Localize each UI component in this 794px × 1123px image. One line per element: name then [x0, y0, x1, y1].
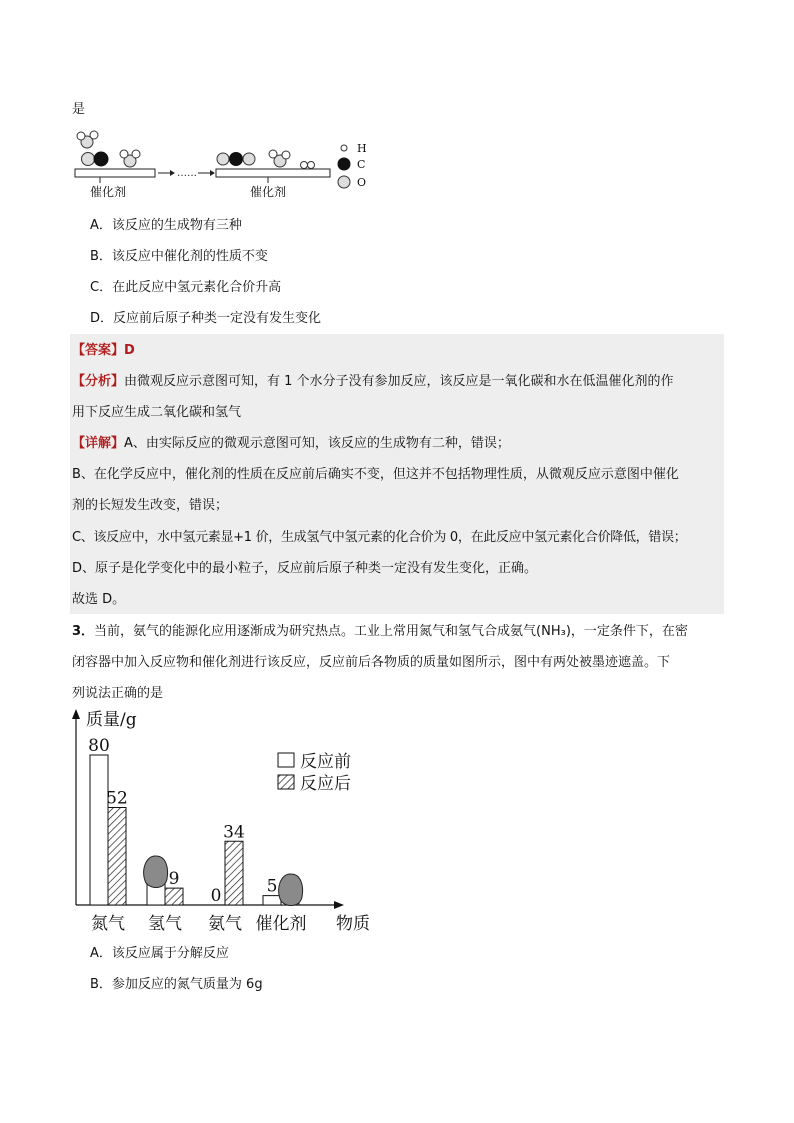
category-label-2: 氨气 — [208, 914, 242, 934]
legend-swatch-before — [278, 753, 294, 767]
catalyst-bar-left — [75, 169, 155, 177]
data-label-before-2: 0 — [210, 886, 222, 906]
water-molecule-icon — [77, 131, 98, 148]
h2-molecule-icon — [301, 162, 315, 169]
bar-after-0 — [108, 808, 126, 906]
legend-label-after: 反应后 — [300, 774, 351, 794]
q3-stem-line-3: 列说法正确的是 — [72, 686, 164, 701]
atom-legend — [338, 145, 351, 188]
legend-label-before: 反应前 — [300, 752, 351, 772]
analysis-text-2: 用下反应生成二氧化碳和氢气 — [72, 405, 242, 420]
data-label-after-1: 9 — [168, 869, 180, 890]
ink-blot-icon-1 — [144, 856, 168, 888]
carbon-atom-icon — [338, 158, 351, 171]
answer-line — [72, 341, 135, 361]
q3-stem-line-2: 闭容器中加入反应物和催化剂进行该反应，反应前后各物质的质量如图所示，图中有两处被墨迹遮盖。下 — [72, 655, 671, 670]
q2-option-d: D．反应前后原子种类一定没有发生变化 — [90, 311, 322, 326]
analysis-line-1 — [72, 372, 674, 392]
q3-option-b: B．参加反应的氮气质量为 6g — [90, 977, 263, 992]
co-molecule-icon — [82, 152, 109, 166]
x-axis-arrow-icon — [334, 901, 344, 909]
svg-text:……: …… — [177, 168, 197, 179]
bar-before-0 — [90, 755, 108, 905]
q2-option-b: B．该反应中催化剂的性质不变 — [90, 249, 268, 264]
data-label-before-3: 5 — [266, 876, 278, 897]
detail-c-line: C、该反应中，水中氢元素显+1 价，生成氢气中氢元素的化合价为 0，在此反应中氢元素化合价降低，错误； — [72, 530, 687, 545]
q3-stem-line-1 — [72, 622, 688, 642]
analysis-tag: 【分析】 — [72, 374, 125, 389]
ink-blot-icon-2 — [279, 874, 303, 906]
legend-h-symbol: H — [357, 142, 367, 155]
catalyst-label-left: 催化剂 — [90, 185, 127, 199]
detail-line-a — [72, 434, 510, 454]
detail-d-line: D、原子是化学变化中的最小粒子，反应前后原子种类一定没有发生变化，正确。 — [72, 561, 538, 576]
legend-c-symbol: C — [357, 158, 366, 171]
reaction-arrow-icon — [158, 168, 215, 179]
water-molecule-icon-2 — [120, 150, 140, 167]
legend-o-symbol: O — [357, 176, 367, 189]
bar-after-2 — [225, 841, 243, 905]
q2-stem-tail: 是 — [72, 102, 86, 117]
q3-number: 3． — [72, 624, 95, 639]
y-axis-arrow-icon — [72, 709, 80, 719]
category-label-0: 氮气 — [91, 914, 125, 934]
category-label-3: 催化剂 — [255, 914, 307, 934]
data-label-after-0: 52 — [106, 788, 128, 809]
co2-molecule-icon — [217, 152, 255, 166]
legend-swatch-after — [278, 775, 294, 789]
mass-bar-chart — [60, 705, 390, 941]
bar-before-3 — [263, 896, 281, 905]
q2-option-a: A．该反应的生成物有三种 — [90, 218, 242, 233]
data-label-before-0: 80 — [88, 736, 110, 756]
water-molecule-icon-3 — [269, 150, 290, 167]
q3-option-a: A．该反应属于分解反应 — [90, 946, 229, 961]
hydrogen-atom-icon — [341, 145, 347, 151]
detail-a-text: A、由实际反应的微观示意图可知，该反应的生成物有二种，错误； — [124, 436, 510, 451]
detail-tag: 【详解】 — [72, 436, 125, 451]
q2-option-c: C．在此反应中氢元素化合价升高 — [90, 280, 282, 295]
detail-b-line-2: 剂的长短发生改变，错误； — [72, 498, 229, 513]
q3-stem-text-1: 当前，氨气的能源化应用逐渐成为研究热点。工业上常用氮气和氢气合成氨气(NH₃)，一定条件下，在密 — [94, 624, 688, 639]
catalyst-label-right: 催化剂 — [250, 185, 287, 199]
data-label-after-2: 34 — [223, 822, 245, 843]
answer-value: D — [124, 343, 135, 358]
detail-b-line-1: B、在化学反应中，催化剂的性质在反应前后确实不变，但这并不包括物理性质，从微观反应示意图中催化 — [72, 467, 679, 482]
conclusion-line: 故选 D。 — [72, 592, 126, 607]
x-axis-label: 物质 — [336, 914, 370, 934]
category-label-1: 氢气 — [148, 914, 182, 934]
analysis-text-1: 由微观反应示意图可知，有 1 个水分子没有参加反应，该反应是一氧化碳和水在低温催化剂的作 — [124, 374, 674, 389]
bar-after-1 — [165, 888, 183, 905]
y-axis-label: 质量/g — [86, 710, 137, 730]
answer-tag: 【答案】 — [72, 343, 125, 358]
catalyst-bar-right — [216, 169, 330, 177]
oxygen-atom-icon — [338, 176, 350, 188]
